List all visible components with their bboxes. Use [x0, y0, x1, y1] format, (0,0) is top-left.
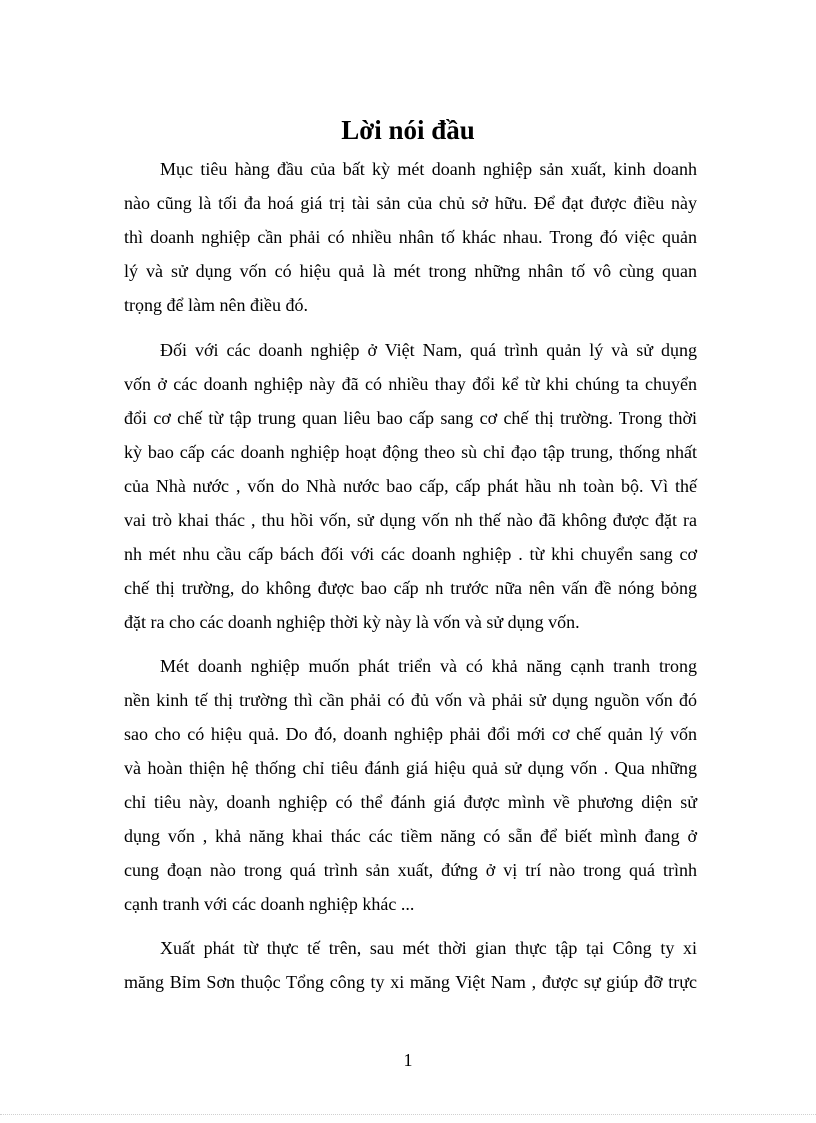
paragraph-2-line-7: nh mét nhu cầu cấp bách đối với các doanh nghiệp . từ khi chuyển sang cơ	[124, 544, 697, 564]
paragraph-4-line-1: Xuất phát từ thực tế trên, sau mét thời gian thực tập tại Công ty xi	[160, 938, 697, 958]
paragraph-1-line-3: thì doanh nghiệp cần phải có nhiều nhân tố khác nhau. Trong đó việc quản	[124, 227, 697, 247]
paragraph-3-line-2: nền kinh tế thị trường thì cần phải có đủ vốn và phải sử dụng nguồn vốn đó	[124, 690, 697, 710]
paragraph-2-line-2: vốn ở các doanh nghiệp này đã có nhiều thay đổi kể từ khi chúng ta chuyển	[124, 374, 697, 394]
paragraph-3-line-5: chỉ tiêu này, doanh nghiệp có thể đánh giá được mình về phương diện sử	[124, 792, 697, 812]
paragraph-2-line-8: chế thị trường, do không được bao cấp nh trước nữa nên vấn đề nóng bỏng	[124, 578, 697, 598]
paragraph-3-line-7: cung đoạn nào trong quá trình sản xuất, đứng ở vị trí nào trong quá trình	[124, 860, 697, 880]
paragraph-1-line-4: lý và sử dụng vốn có hiệu quả là mét trong những nhân tố vô cùng quan	[124, 261, 697, 281]
paragraph-4-line-2: măng Bỉm Sơn thuộc Tổng công ty xi măng Việt Nam , được sự giúp đỡ trực	[124, 972, 697, 992]
paragraph-1-line-1: Mục tiêu hàng đầu của bất kỳ mét doanh nghiệp sản xuất, kinh doanh	[160, 159, 697, 179]
paragraph-3-line-4: và hoàn thiện hệ thống chỉ tiêu đánh giá hiệu quả sử dụng vốn . Qua những	[124, 758, 697, 778]
page-title: Lời nói đầu	[341, 115, 475, 145]
paragraph-2-line-4: kỳ bao cấp các doanh nghiệp hoạt động theo sù chỉ đạo tập trung, thống nhất	[124, 442, 697, 462]
paragraph-2-line-1: Đối với các doanh nghiệp ở Việt Nam, quá trình quản lý và sử dụng	[160, 340, 697, 360]
paragraph-2-line-6: vai trò khai thác , thu hồi vốn, sử dụng vốn nh thế nào đã không được đặt ra	[124, 510, 697, 530]
paragraph-2-line-5: của Nhà nước , vốn do Nhà nước bao cấp, cấp phát hầu nh toàn bộ. Vì thế	[124, 476, 697, 496]
paragraph-3-line-1: Mét doanh nghiệp muốn phát triển và có khả năng cạnh tranh trong	[160, 656, 697, 676]
paragraph-2-line-3: đổi cơ chế từ tập trung quan liêu bao cấp sang cơ chế thị trường. Trong thời	[124, 408, 697, 428]
page-number: 1	[403, 1050, 413, 1070]
paragraph-3-line-8: cạnh tranh với các doanh nghiệp khác ...	[124, 894, 415, 914]
page-bottom-edge	[0, 1114, 816, 1115]
paragraph-2-line-9: đặt ra cho các doanh nghiệp thời kỳ này là vốn và sử dụng vốn.	[124, 612, 580, 632]
paragraph-3-line-3: sao cho có hiệu quả. Do đó, doanh nghiệp phải đổi mới cơ chế quản lý vốn	[124, 724, 697, 744]
paragraph-1-line-5: trọng để làm nên điều đó.	[124, 295, 308, 315]
paragraph-3-line-6: dụng vốn , khả năng khai thác các tiềm năng có sẵn để biết mình đang ở	[124, 826, 697, 846]
paragraph-1-line-2: nào cũng là tối đa hoá giá trị tài sản của chủ sở hữu. Để đạt được điều này	[124, 193, 697, 213]
